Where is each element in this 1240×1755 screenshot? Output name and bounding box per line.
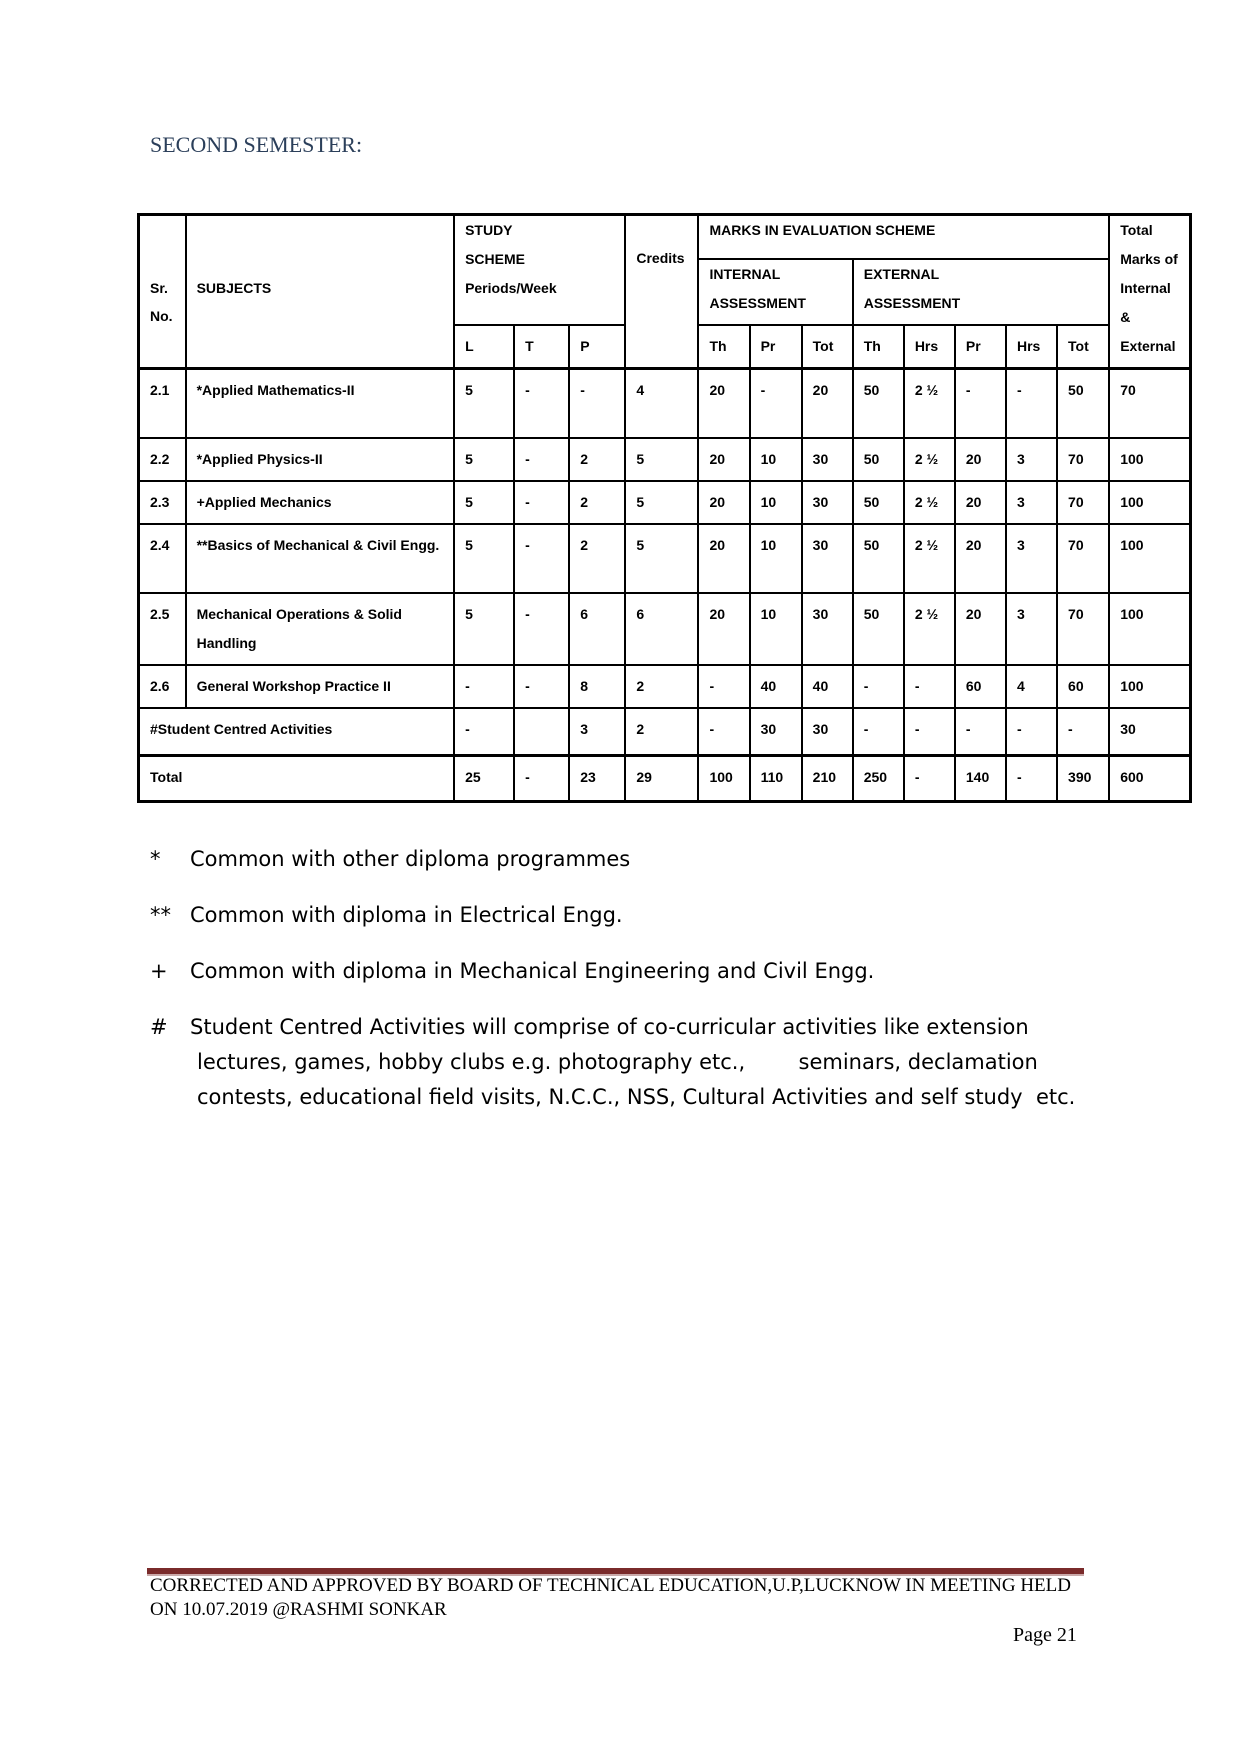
cell-value: 29 [625, 756, 698, 802]
footnotes [150, 842, 1150, 1136]
cell-value [514, 708, 569, 756]
cell-value: 4 [625, 369, 698, 438]
cell-value: - [514, 665, 569, 708]
header-study-scheme-text: STUDY SCHEME Periods/Week [465, 222, 557, 296]
cell-value: 2 ½ [904, 438, 955, 481]
activities-label: #Student Centred Activities [139, 708, 455, 756]
cell-value: 10 [750, 524, 802, 593]
cell-value: 2 [569, 524, 625, 593]
footnote-symbol: ** [150, 903, 171, 927]
cell-value: 23 [569, 756, 625, 802]
cell-value: - [514, 481, 569, 524]
subheader-int-th: Th [698, 325, 749, 369]
cell-value: 390 [1057, 756, 1109, 802]
cell-value: 3 [1006, 593, 1057, 665]
cell-value: 30 [802, 481, 853, 524]
cell-value: 3 [1006, 481, 1057, 524]
cell-value: - [514, 524, 569, 593]
cell-value: - [1006, 369, 1057, 438]
cell-value: - [514, 438, 569, 481]
subheader-ext-hrs-2: Hrs [1006, 325, 1057, 369]
cell-value: 30 [802, 438, 853, 481]
cell-sr-no: 2.2 [139, 438, 186, 481]
cell-value: 5 [625, 481, 698, 524]
cell-value: - [904, 708, 955, 756]
cell-value: 30 [802, 593, 853, 665]
cell-value: 70 [1057, 438, 1109, 481]
cell-value: 70 [1057, 481, 1109, 524]
cell-value: - [1006, 708, 1057, 756]
header-external-assessment [853, 259, 1109, 325]
cell-value: 100 [1109, 438, 1190, 481]
cell-value: - [514, 756, 569, 802]
cell-value: 2 [569, 438, 625, 481]
cell-value: 110 [750, 756, 802, 802]
cell-subject: General Workshop Practice II [186, 665, 454, 708]
footnote-symbol: * [150, 847, 161, 871]
cell-value: 50 [1057, 369, 1109, 438]
cell-value: 60 [955, 665, 1006, 708]
cell-value: 20 [698, 593, 749, 665]
footnote [150, 842, 1150, 877]
cell-value: 3 [569, 708, 625, 756]
cell-value: 50 [853, 593, 904, 665]
cell-value: 6 [625, 593, 698, 665]
cell-value: 140 [955, 756, 1006, 802]
table-row [139, 524, 1191, 593]
footer-line-1: CORRECTED AND APPROVED BY BOARD OF TECHNICAL EDUCATION,U.P,LUCKNOW IN MEETING HELD [150, 1575, 1071, 1596]
cell-value: - [514, 369, 569, 438]
cell-sr-no: 2.6 [139, 665, 186, 708]
cell-value: 40 [802, 665, 853, 708]
cell-value: - [1006, 756, 1057, 802]
cell-value: 2 [625, 708, 698, 756]
cell-value: - [698, 665, 749, 708]
cell-value: 50 [853, 481, 904, 524]
cell-value: - [904, 756, 955, 802]
cell-value: 20 [955, 481, 1006, 524]
subheader-t: T [514, 325, 569, 369]
subheader-ext-th: Th [853, 325, 904, 369]
cell-value: 20 [698, 369, 749, 438]
activities-row [139, 708, 1191, 756]
cell-value: 20 [955, 593, 1006, 665]
footnote [150, 1010, 1150, 1115]
cell-value: 4 [1006, 665, 1057, 708]
cell-value: 70 [1057, 524, 1109, 593]
cell-value: 100 [1109, 593, 1190, 665]
cell-value: 25 [454, 756, 514, 802]
cell-value: 100 [1109, 524, 1190, 593]
subheader-ext-hrs: Hrs [904, 325, 955, 369]
cell-value: 210 [802, 756, 853, 802]
cell-value: 10 [750, 481, 802, 524]
cell-value: - [514, 593, 569, 665]
cell-value: 6 [569, 593, 625, 665]
header-sr-no: Sr. No. [139, 215, 186, 369]
cell-value: 100 [1109, 665, 1190, 708]
total-label: Total [139, 756, 455, 802]
section-heading: SECOND SEMESTER: [150, 132, 363, 157]
cell-value: 50 [853, 524, 904, 593]
cell-value: 30 [802, 524, 853, 593]
cell-value: 70 [1057, 593, 1109, 665]
footer-line-2: ON 10.07.2019 @RASHMI SONKAR [150, 1599, 447, 1620]
cell-sr-no: 2.5 [139, 593, 186, 665]
cell-value: 20 [802, 369, 853, 438]
cell-value: 60 [1057, 665, 1109, 708]
cell-value: 2 [625, 665, 698, 708]
header-internal-assessment: INTERNAL ASSESSMENT [698, 259, 852, 325]
cell-subject: **Basics of Mechanical & Civil Engg. [186, 524, 454, 593]
footnote-symbol: # [150, 1015, 168, 1039]
cell-value: 100 [698, 756, 749, 802]
cell-value: 5 [454, 593, 514, 665]
subheader-ext-pr: Pr [955, 325, 1006, 369]
table-body [139, 369, 1191, 802]
footnote-text-line2: lectures, games, hobby clubs e.g. photography etc., seminars, declamation [197, 1050, 1038, 1074]
cell-value: 20 [955, 524, 1006, 593]
footer-approval-text [150, 1574, 1090, 1622]
cell-value: - [853, 665, 904, 708]
cell-value: 250 [853, 756, 904, 802]
cell-value: 5 [625, 438, 698, 481]
footnote-symbol: + [150, 959, 168, 983]
cell-value: 5 [454, 524, 514, 593]
cell-value: - [1057, 708, 1109, 756]
cell-value: 5 [454, 481, 514, 524]
subheader-ext-tot: Tot [1057, 325, 1109, 369]
total-row [139, 756, 1191, 802]
cell-value: 100 [1109, 481, 1190, 524]
table-row [139, 593, 1191, 665]
cell-subject: *Applied Mathematics-II [186, 369, 454, 438]
cell-value: 3 [1006, 524, 1057, 593]
cell-value: 5 [454, 438, 514, 481]
cell-value: 50 [853, 438, 904, 481]
cell-value: - [750, 369, 802, 438]
cell-value: 30 [750, 708, 802, 756]
evaluation-scheme-table [137, 213, 1192, 803]
cell-value: 70 [1109, 369, 1190, 438]
footnote-text: Common with diploma in Mechanical Engineering and Civil Engg. [190, 959, 875, 983]
cell-value: - [853, 708, 904, 756]
cell-value: 40 [750, 665, 802, 708]
footnote [150, 898, 1150, 933]
cell-value: 2 ½ [904, 524, 955, 593]
cell-value: 5 [454, 369, 514, 438]
cell-value: - [955, 369, 1006, 438]
cell-value: - [955, 708, 1006, 756]
cell-value: - [904, 665, 955, 708]
footnote-text: Student Centred Activities will comprise of co-curricular activities like extension [190, 1015, 1029, 1039]
cell-value: - [454, 665, 514, 708]
header-external-assessment-text: EXTERNAL ASSESSMENT [863, 265, 961, 311]
cell-subject: *Applied Physics-II [186, 438, 454, 481]
table-row [139, 438, 1191, 481]
footnote-text-line3: contests, educational field visits, N.C.C., NSS, Cultural Activities and self study etc. [197, 1085, 1076, 1109]
footnote-text: Common with diploma in Electrical Engg. [190, 903, 623, 927]
cell-value: 5 [625, 524, 698, 593]
cell-value: 2 [569, 481, 625, 524]
table-row [139, 665, 1191, 708]
cell-value: - [569, 369, 625, 438]
cell-value: 8 [569, 665, 625, 708]
subheader-p: P [569, 325, 625, 369]
table-row [139, 481, 1191, 524]
cell-value: 2 ½ [904, 481, 955, 524]
footnote [150, 954, 1150, 989]
cell-value: - [454, 708, 514, 756]
cell-value: 10 [750, 593, 802, 665]
cell-value: 600 [1109, 756, 1190, 802]
page-number: Page 21 [1013, 1624, 1077, 1646]
cell-value: 50 [853, 369, 904, 438]
cell-value: 10 [750, 438, 802, 481]
footnote-text: Common with other diploma programmes [190, 847, 631, 871]
header-marks-scheme: MARKS IN EVALUATION SCHEME [698, 215, 1109, 259]
cell-value: 20 [955, 438, 1006, 481]
cell-value: 20 [698, 481, 749, 524]
cell-value: - [698, 708, 749, 756]
cell-value: 20 [698, 438, 749, 481]
cell-sr-no: 2.4 [139, 524, 186, 593]
cell-subject: Mechanical Operations & Solid Handling [186, 593, 454, 665]
header-study-scheme [454, 215, 625, 325]
cell-sr-no: 2.3 [139, 481, 186, 524]
cell-sr-no: 2.1 [139, 369, 186, 438]
cell-subject: +Applied Mechanics [186, 481, 454, 524]
subheader-int-pr: Pr [750, 325, 802, 369]
cell-value: 30 [1109, 708, 1190, 756]
subheader-int-tot: Tot [802, 325, 853, 369]
subheader-l: L [454, 325, 514, 369]
header-subjects: SUBJECTS [186, 215, 454, 369]
header-credits: Credits [625, 215, 698, 369]
header-total-marks: Total Marks of Internal & External [1109, 215, 1190, 369]
cell-value: 2 ½ [904, 369, 955, 438]
table-row [139, 369, 1191, 438]
cell-value: 3 [1006, 438, 1057, 481]
cell-value: 30 [802, 708, 853, 756]
cell-value: 20 [698, 524, 749, 593]
cell-value: 2 ½ [904, 593, 955, 665]
